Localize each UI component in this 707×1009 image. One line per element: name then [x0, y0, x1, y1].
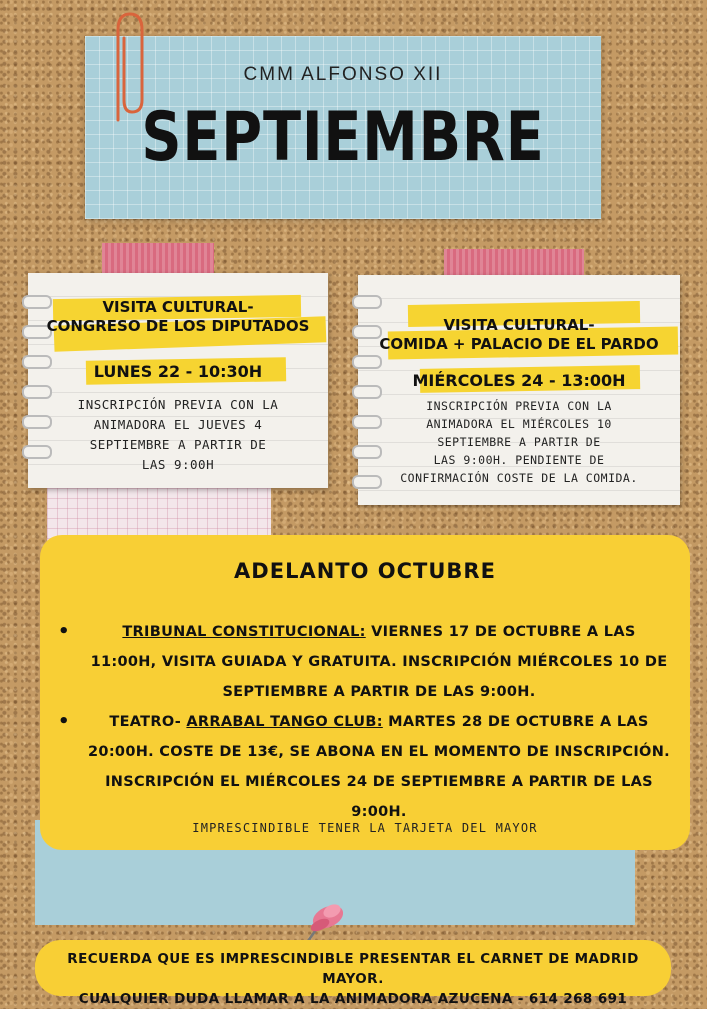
- paperclip-icon: [106, 8, 146, 126]
- event-info-line: INSCRIPCIÓN PREVIA CON LA: [77, 397, 279, 412]
- footer-line2: CUALQUIER DUDA LLAMAR A LA ANIMADORA AZUCENA - 614 268 691: [78, 991, 628, 1007]
- item-label: TRIBUNAL CONSTITUCIONAL:: [122, 624, 366, 640]
- event-title-line2: CONGRESO DE LOS DIPUTADOS: [46, 317, 310, 335]
- event-info-line: SEPTIEMBRE A PARTIR DE: [437, 435, 601, 449]
- footer-banner: [35, 940, 671, 1007]
- header-subtitle: CMM ALFONSO XII: [243, 64, 443, 85]
- october-title: ADELANTO OCTUBRE: [234, 559, 496, 583]
- event-info-line: LAS 9:00H: [141, 457, 215, 472]
- event-info-line: ANIMADORA EL JUEVES 4: [93, 417, 263, 432]
- footer-line1: RECUERDA QUE ES IMPRESCINDIBLE PRESENTAR EL CARNET DE MADRID MAYOR.: [67, 951, 639, 987]
- event-info-line: ANIMADORA EL MIÉRCOLES 10: [426, 417, 612, 431]
- event-info-line: INSCRIPCIÓN PREVIA CON LA: [426, 399, 612, 413]
- item-text: MARTES 28 DE OCTUBRE A LAS 20:00H. COSTE DE 13€, SE ABONA EN EL MOMENTO DE INSCRIPCIÓN. INSCRIPCIÓN EL MIÉRCOLES 24 DE SEPTIEMBRE A PARTIR DE LAS 9:00H.: [88, 714, 670, 820]
- item-text: VIERNES 17 DE OCTUBRE A LAS 11:00H, VISITA GUIADA Y GRATUITA. INSCRIPCIÓN MIÉRCOLES 10 DE SEPTIEMBRE A PARTIR DE LAS 9:00H.: [90, 624, 668, 700]
- item-label: ARRABAL TANGO CLUB:: [186, 714, 383, 730]
- october-list: [58, 617, 670, 827]
- header-card: [85, 36, 601, 219]
- event-title-line1: VISITA CULTURAL-: [102, 298, 254, 316]
- pushpin-icon: [300, 895, 352, 945]
- october-box: [40, 535, 690, 850]
- event-date: MIÉRCOLES 24 - 13:00H: [412, 371, 626, 390]
- item-prefix: TEATRO-: [109, 714, 187, 730]
- event-info-line: SEPTIEMBRE A PARTIR DE: [89, 437, 267, 452]
- list-item: [58, 617, 670, 707]
- event-info-line: LAS 9:00H. PENDIENTE DE: [433, 453, 605, 467]
- event-title-line2: COMIDA + PALACIO DE EL PARDO: [379, 335, 659, 353]
- list-item: [58, 707, 670, 827]
- october-note: IMPRESCINDIBLE TENER LA TARJETA DEL MAYOR: [192, 821, 538, 835]
- event-info-line: CONFIRMACIÓN COSTE DE LA COMIDA.: [400, 471, 638, 485]
- event-note-pardo: [358, 275, 680, 505]
- event-note-congreso: [28, 273, 328, 488]
- bullet: •: [58, 711, 70, 732]
- event-title-line1: VISITA CULTURAL-: [443, 316, 595, 334]
- page-title: SEPTIEMBRE: [141, 98, 545, 177]
- bullet: •: [58, 621, 70, 642]
- event-date: LUNES 22 - 10:30H: [93, 362, 263, 381]
